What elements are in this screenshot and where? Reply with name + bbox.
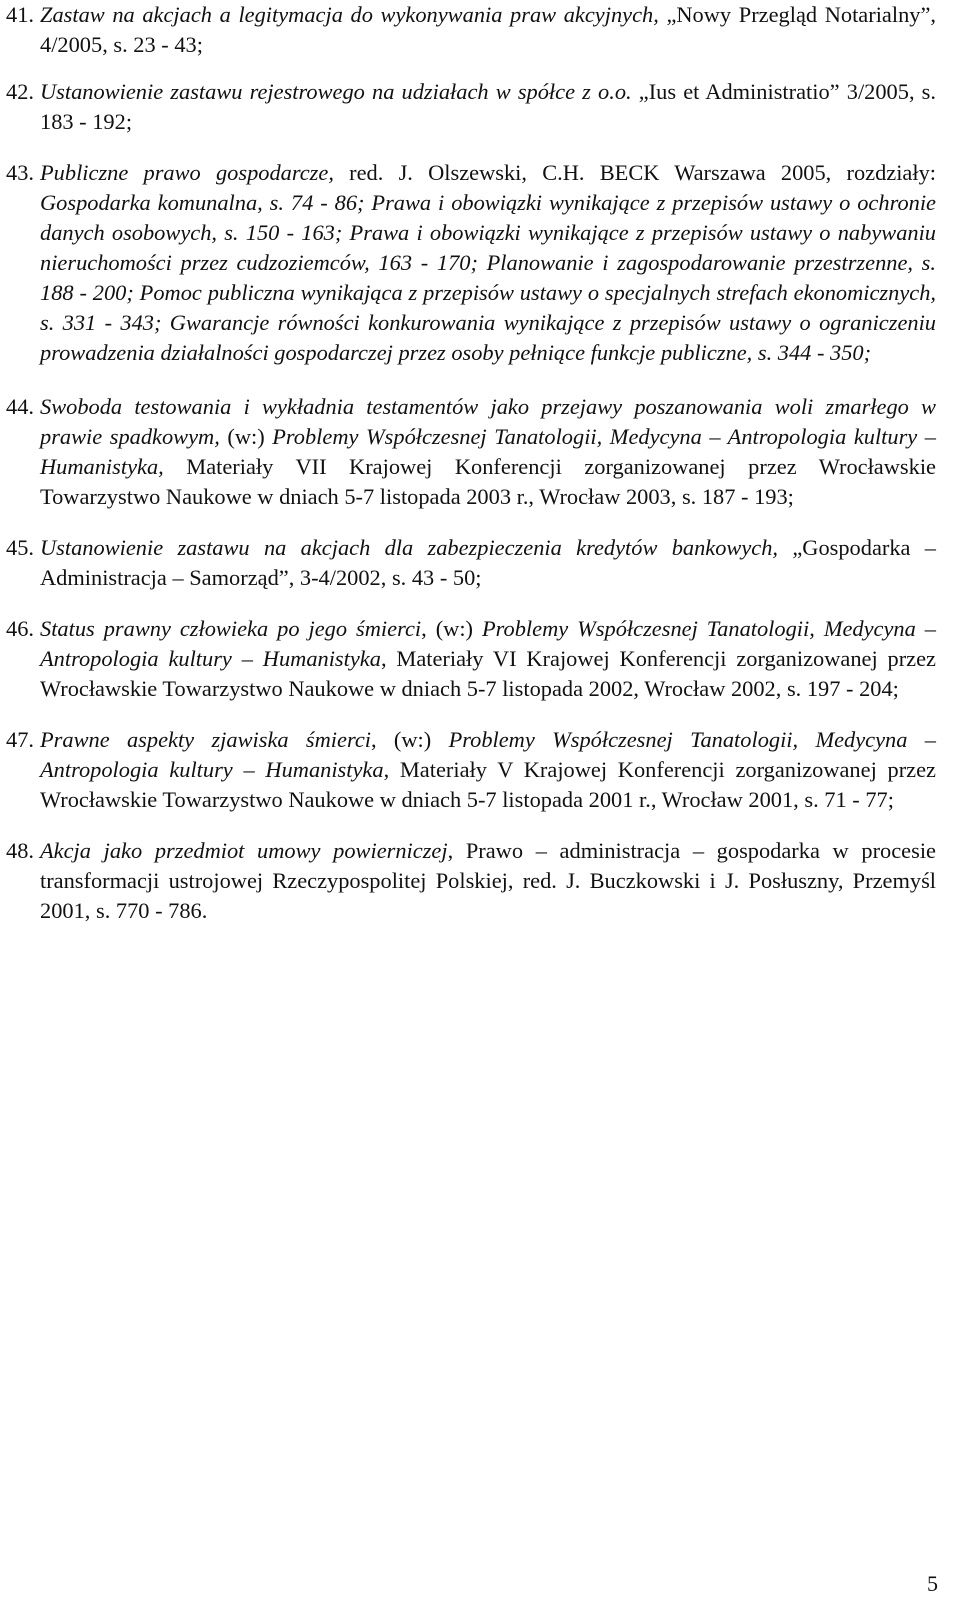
entry-title: Zastaw na akcjach a legitymacja do wykonywania praw akcyjnych,: [40, 2, 667, 27]
entry-title: Prawne aspekty zjawiska śmierci: [40, 727, 371, 752]
entry-source: „Gospodarka – Administracja – Samorząd”, 3-4/2002, s. 43 - 50;: [40, 535, 936, 590]
entry-title: Publiczne prawo gospodarcze,: [40, 160, 350, 185]
bibliography-entry-42: [6, 77, 936, 137]
entry-source: „Ius et Administratio” 3/2005, s. 183 - 192;: [40, 79, 936, 134]
entry-in: , (w:): [371, 727, 449, 752]
entry-collection: Problemy Współczesnej Tanatologii, Medycyna – Antropologia kultury – Humanistyka: [40, 727, 936, 782]
bibliography-entry-45: [6, 533, 936, 593]
entry-chapters: Gospodarka komunalna, s. 74 - 86; Prawa i obowiązki wynikające z przepisów ustawy o ochronie danych osobowych, s. 150 - 163; Prawa i obowiązki wynikające z przepisów ustawy o nabywaniu nieruchomości przez cudzoziemców, 163 - 170; Planowanie i zagospodarowanie przestrzenne, s. 188 - 200; Pomoc publiczna wynikająca z przepisów ustawy o specjalnych strefach ekonomicznych, s. 331 - 343; Gwarancje równości konkurowania wynikające z przepisów ustawy o ograniczeniu prowadzenia działalności gospodarczej przez osoby pełniące funkcje publiczne, s. 344 - 350;: [40, 190, 936, 365]
entry-in: (w:): [227, 424, 273, 449]
bibliography-entry-46: [6, 614, 936, 704]
entry-source: „Nowy Przegląd Notarialny”, 4/2005, s. 23 - 43;: [40, 2, 937, 57]
entry-number: 47.: [6, 727, 34, 752]
bibliography-list: [6, 0, 936, 947]
entry-source: , Materiały V Krajowej Konferencji zorganizowanej przez Wrocławskie Towarzystwo Naukowe w dniach 5-7 listopada 2001 r., Wrocław 2001, s. 71 - 77;: [40, 757, 936, 812]
bibliography-entry-47: [6, 725, 936, 815]
entry-source: Materiały VII Krajowej Konferencji zorganizowanej przez Wrocławskie Towarzystwo Naukowe w dniach 5-7 listopada 2003 r., Wrocław 2003, s. 187 - 193;: [40, 454, 936, 509]
entry-source: red. J. Olszewski, C.H. BECK Warszawa 2005, rozdziały:: [349, 160, 937, 185]
entry-title: Ustanowienie zastawu rejestrowego na udziałach w spółce z o.o.: [40, 79, 639, 104]
bibliography-entry-44: [6, 392, 936, 512]
page-number: 5: [927, 1571, 938, 1596]
entry-number: 44.: [6, 394, 34, 419]
entry-collection: Problemy Współczesnej Tanatologii, Medycyna – Antropologia kultury – Humanistyka: [40, 616, 936, 671]
entry-number: 43.: [6, 160, 34, 185]
bibliography-entry-48: [6, 836, 936, 926]
entry-collection: Problemy Współczesnej Tanatologii, Medycyna – Antropologia kultury – Humanistyka,: [40, 424, 936, 479]
entry-title: Akcja jako przedmiot umowy powierniczej: [40, 838, 448, 863]
entry-number: 48.: [6, 838, 34, 863]
entry-number: 46.: [6, 616, 34, 641]
entry-title: Ustanowienie zastawu na akcjach dla zabezpieczenia kredytów bankowych,: [40, 535, 793, 560]
entry-number: 45.: [6, 535, 34, 560]
entry-title: Status prawny człowieka po jego śmierci: [40, 616, 422, 641]
entry-source: , Prawo – administracja – gospodarka w procesie transformacji ustrojowej Rzeczypospolitej Polskiej, red. J. Buczkowski i J. Posłuszny, Przemyśl 2001, s. 770 - 786.: [40, 838, 936, 923]
entry-number: 42.: [6, 79, 34, 104]
bibliography-entry-43: [6, 158, 936, 368]
bibliography-entry-41: [6, 0, 936, 60]
entry-title: Swoboda testowania i wykładnia testamentów jako przejawy poszanowania woli zmarłego w prawie spadkowym,: [40, 394, 936, 449]
entry-number: 41.: [6, 2, 34, 27]
entry-in: , (w:): [421, 616, 482, 641]
entry-source: , Materiały VI Krajowej Konferencji zorganizowanej przez Wrocławskie Towarzystwo Naukowe w dniach 5-7 listopada 2002, Wrocław 2002, s. 197 - 204;: [40, 646, 936, 701]
